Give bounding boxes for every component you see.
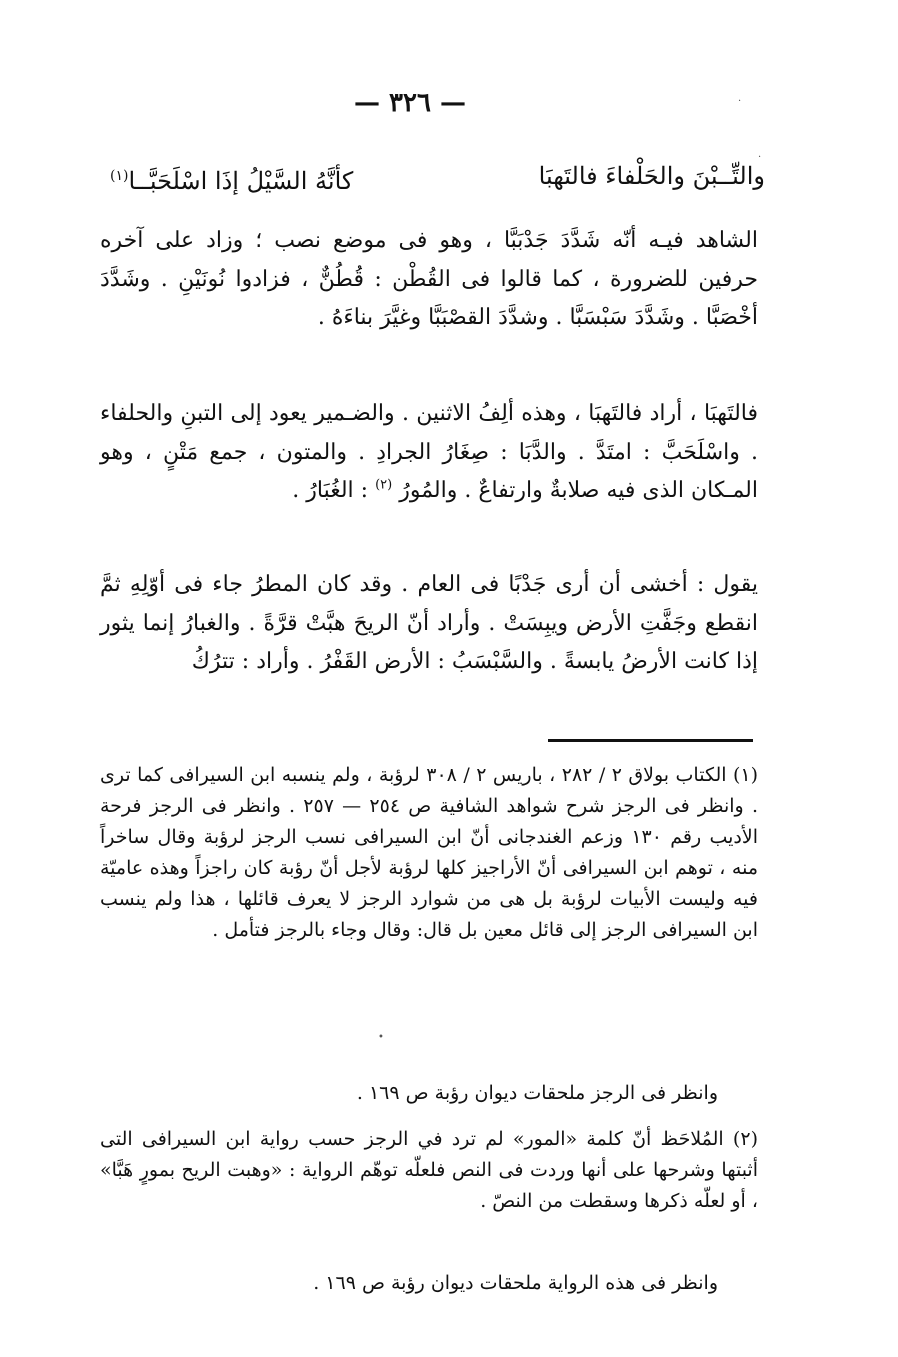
- page-number: — ٣٢٦ —: [353, 88, 467, 118]
- verse-footnote-marker: (١): [110, 168, 129, 184]
- verse-hemistich-right-text: والتِّــبْنَ والحَلْفاءَ فالتَهبَا: [538, 162, 765, 190]
- paragraph-glossary-text: فالتَهبَا ، أراد فالتَهبَا ، وهذه ألِفُ الاثنين . والضـمير يعود إلى التبنِ والحلفاء . واسْلَحَبَّ : امتَدَّ . والدَّبَا : صِغَارُ الجرادِ . والمتون ، جمع مَتْنٍ ، وهو المـكان الذى فيه صلابةٌ وارتفاعٌ . والمُورُ: [100, 401, 759, 503]
- print-speck: ·: [758, 152, 762, 163]
- verse-hemistich-right: [539, 158, 765, 199]
- footnote-2-see-also: وانظر فى هذه الرواية ملحقات ديوان رؤبة ص ١٦٩ .: [313, 1272, 718, 1294]
- paragraph-glossary: [100, 395, 758, 511]
- paragraph-footnote-marker: (٢): [375, 477, 393, 493]
- footnote-separator: [548, 739, 753, 742]
- verse-line: [110, 158, 765, 199]
- footnote-1: (١) الكتاب بولاق ٢ / ٢٨٢ ، باريس ٢ / ٣٠٨ لرؤبة ، ولم ينسبه ابن السيرافى كما ترى . وانظر فى الرجز شرح شواهد الشافية ص ٢٥٤ — ٢٥٧ . وانظر فى الرجز فرحة الأديب رقم ١٣٠ وزعم الغندجانى أنّ ابن السيرافى نسب الرجز لرؤبة وقال ساخراً منه ، توهم ابن السيرافى أنّ الأراجيز كلها لرؤبة لأجل أنّ رؤبة كان راجزاً وهذه عاميّة فيه وليست الأبيات لرؤبة بل هى من شوارد الرجز لا يعرف قائلها ، هذا ولم ينسب ابن السيرافى الرجز إلى قائل معين بل قال: وقال وجاء بالرجز فتأمل .: [100, 764, 759, 941]
- paragraph-explanation: يقول : أخشى أن أرى جَدْبًا فى العام . وقد كان المطرُ جاء فى أوّلِهِ ثمَّ انقطع وجَفَّتِ الأرض ويبِسَتْ . وأراد أنّ الريحَ هبَّتْ قرَّةً . والغبارُ إنما يثور إذا كانت الأرضُ يابسةً . والسَّبْسَبُ : الأرض القَفْرُ . وأراد : تترُكُ: [100, 572, 758, 674]
- footnote-2: (٢) المُلاحَظ أنّ كلمة «المور» لم ترد في الرجز حسب رواية ابن السيرافى التى أثبتها وشرحها على أنها وردت فى النص فلعلّه توهّم الرواية : «وهبت الريح بمورٍ هَبَّا» ، أو لعلّه ذكرها وسقطت من النصّ .: [100, 1128, 758, 1212]
- print-speck: •: [378, 1032, 384, 1043]
- verse-hemistich-left-text: كأنَّهُ السَّيْلُ إذَا اسْلَحَبَّــا: [128, 167, 354, 195]
- verse-hemistich-left: [110, 158, 353, 199]
- footnote-1-see-also: وانظر فى الرجز ملحقات ديوان رؤبة ص ١٦٩ .: [356, 1082, 718, 1104]
- paragraph-evidence: الشاهد فيـه أنّه شَدَّدَ جَدْبَبَّا ، وهو فى موضع نصب ؛ وزاد على آخره حرفين للضرورة ، كما قالوا فى القُطْن : قُطُنٌّ ، فزادوا نُونَيْنِ . وشَدَّدَ أخْصَبَّا . وشَدَّدَ سَبْسَبَّا . وشدَّدَ القصْبَبَّا وغيَّرَ بناءَهُ .: [100, 228, 758, 330]
- print-speck: ·: [738, 96, 742, 107]
- paragraph-glossary-tail: : الغُبَارُ .: [292, 478, 369, 503]
